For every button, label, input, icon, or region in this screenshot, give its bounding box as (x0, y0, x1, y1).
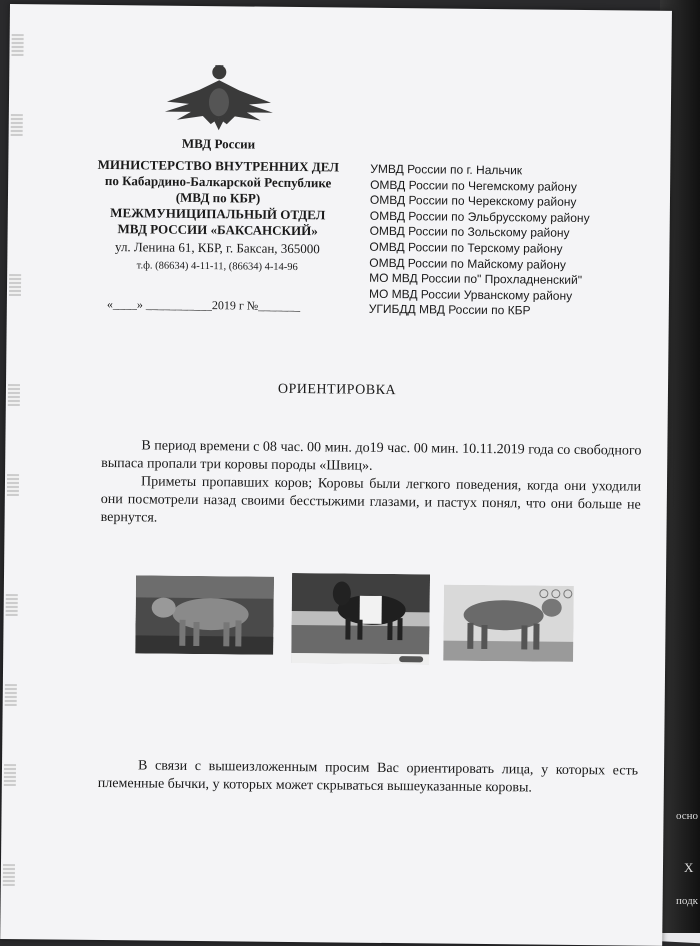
recipients-list (369, 162, 631, 321)
recipient-item: ОМВД России по Зольскому району (369, 224, 570, 241)
recipient-item: ОМВД России по Черекскому району (369, 192, 577, 210)
closing-paragraph (98, 757, 638, 799)
recipient-item: ОМВД России по Эльбрусскому району (369, 208, 590, 225)
cow-photos (135, 571, 576, 676)
dept-line-2: МВД РОССИИ «БАКСАНСКИЙ» (117, 221, 318, 239)
side-fragment-bottom-1: осно (676, 810, 699, 822)
agency-short-name: МВД России (181, 135, 256, 152)
sender-block (77, 157, 358, 277)
document-body (101, 437, 642, 533)
phones: т.ф. (86634) 4-11-11, (86634) 4-14-96 (136, 260, 298, 274)
side-fragment-bottom-3: подк (676, 895, 699, 907)
document-page (0, 4, 672, 946)
dept-line-1: МЕЖМУНИЦИПАЛЬНЫЙ ОТДЕЛ (110, 205, 326, 223)
date-number-line: «____» ___________2019 г №_______ (106, 297, 301, 314)
recipient-item: УМВД России по г. Нальчик (370, 161, 523, 178)
recipient-item: ОМВД России по Терскому району (369, 239, 563, 256)
cow-photo-2-icon (291, 573, 430, 664)
document-title: ОРИЕНТИРОВКА (277, 381, 397, 399)
ministry-line-1: МИНИСТЕРСТВО ВНУТРЕННИХ ДЕЛ (97, 156, 340, 175)
recipient-item: МО МВД России Урванскому району (368, 286, 573, 303)
binder-holes (2, 4, 28, 939)
recipient-item: МО МВД России по" Прохладненский" (369, 270, 583, 288)
recipient-item: УГИБДД МВД России по КБР (368, 302, 531, 318)
recipient-item: ОМВД России по Чегемскому району (370, 177, 577, 194)
ministry-line-2: по Кабардино-Балкарской Республике (104, 173, 332, 191)
recipient-item: ОМВД России по Майскому району (369, 255, 566, 272)
ministry-line-3: (МВД по КБР) (175, 189, 261, 206)
cow-photo-3-icon (443, 585, 574, 662)
address: ул. Ленина 61, КБР, г. Баксан, 365000 (114, 239, 320, 257)
closing-text: В связи с вышеизложенным просим Вас ориентировать лица, у которых есть племенные бычки, у которых может скрываться вышеуказанные коровы. (97, 758, 639, 796)
body-paragraph-1: В период времени с 08 час. 00 мин. до19 час. 00 мин. 10.11.2019 года со свободного выпаса пропали три коровы породы «Швиц». (101, 438, 642, 474)
cow-photo-1-icon (135, 575, 274, 654)
body-paragraph-2: Приметы пропавших коров; Коровы были легкого поведения, когда они уходили они посмотрели назад своими бесстыжими глазами, и пастух понял, что они больше не вернутся. (100, 474, 642, 526)
side-fragment-bottom-2: Х (684, 860, 694, 875)
double-headed-eagle-emblem-icon (159, 62, 280, 133)
